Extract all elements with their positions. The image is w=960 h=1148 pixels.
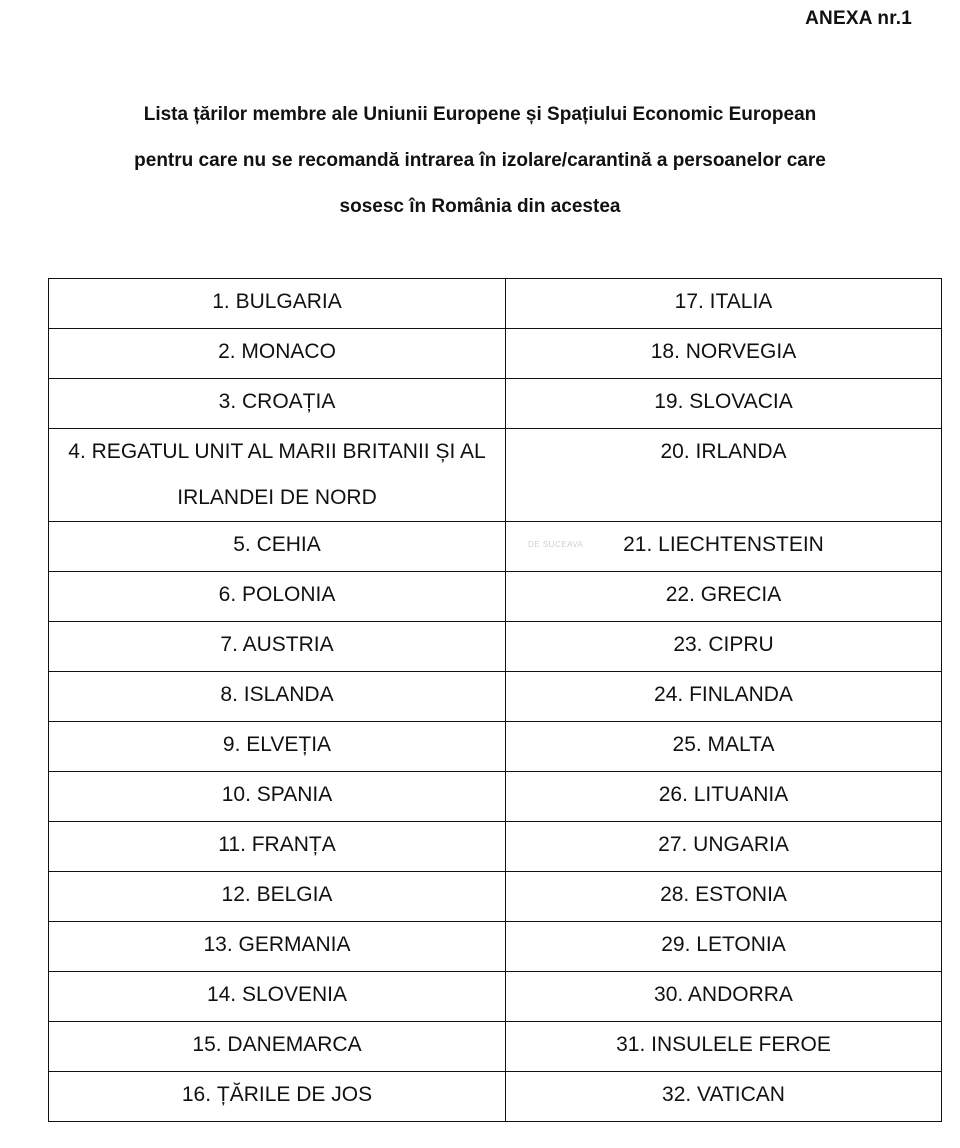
title-line-1: Lista țărilor membre ale Uniunii Europene și Spațiului Economic European	[143, 104, 817, 125]
countries-table	[48, 278, 942, 1122]
title-line-3: sosesc în România din acestea	[339, 196, 621, 217]
country-cell: 11. FRANȚA	[49, 822, 506, 872]
table-row	[49, 572, 942, 622]
country-cell: 25. MALTA	[506, 722, 942, 772]
country-cell: 6. POLONIA	[49, 572, 506, 622]
country-cell: 26. LITUANIA	[506, 772, 942, 822]
country-cell: 22. GRECIA	[506, 572, 942, 622]
country-cell: 1. BULGARIA	[49, 279, 506, 329]
country-cell: 2. MONACO	[49, 329, 506, 379]
table-row	[49, 872, 942, 922]
country-cell: 8. ISLANDA	[49, 672, 506, 722]
table-row	[49, 522, 942, 572]
table-row	[49, 972, 942, 1022]
country-cell: 32. VATICAN	[506, 1072, 942, 1122]
country-cell: 28. ESTONIA	[506, 872, 942, 922]
country-cell: 19. SLOVACIA	[506, 379, 942, 429]
country-cell: 16. ȚĂRILE DE JOS	[49, 1072, 506, 1122]
document-title	[60, 92, 900, 230]
watermark: DE SUCEAVA	[528, 540, 584, 549]
country-cell: 14. SLOVENIA	[49, 972, 506, 1022]
country-cell: 15. DANEMARCA	[49, 1022, 506, 1072]
country-cell: 18. NORVEGIA	[506, 329, 942, 379]
country-cell: 29. LETONIA	[506, 922, 942, 972]
country-cell: 23. CIPRU	[506, 622, 942, 672]
country-cell: 13. GERMANIA	[49, 922, 506, 972]
country-cell: 31. INSULELE FEROE	[506, 1022, 942, 1072]
country-cell: 27. UNGARIA	[506, 822, 942, 872]
country-cell: 3. CROAȚIA	[49, 379, 506, 429]
table-row	[49, 772, 942, 822]
annex-label: ANEXA nr.1	[805, 8, 912, 29]
table-row	[49, 622, 942, 672]
table-row	[49, 822, 942, 872]
country-cell: 12. BELGIA	[49, 872, 506, 922]
country-cell: 7. AUSTRIA	[49, 622, 506, 672]
table-row	[49, 329, 942, 379]
table-row	[49, 672, 942, 722]
country-cell: 24. FINLANDA	[506, 672, 942, 722]
country-cell: 9. ELVEȚIA	[49, 722, 506, 772]
title-line-2: pentru care nu se recomandă intrarea în izolare/carantină a persoanelor care	[134, 150, 826, 171]
table-row	[49, 279, 942, 329]
country-cell: 4. REGATUL UNIT AL MARII BRITANII ȘI AL IRLANDEI DE NORD	[49, 429, 506, 522]
country-cell: 17. ITALIA	[506, 279, 942, 329]
country-cell: 30. ANDORRA	[506, 972, 942, 1022]
table-row	[49, 1072, 942, 1122]
table-row	[49, 429, 942, 522]
table-row	[49, 722, 942, 772]
table-row	[49, 379, 942, 429]
table-row	[49, 922, 942, 972]
table-row	[49, 1022, 942, 1072]
country-cell: 10. SPANIA	[49, 772, 506, 822]
country-cell: 20. IRLANDA	[506, 429, 942, 522]
country-cell: 5. CEHIA	[49, 522, 506, 572]
country-cell: 21. LIECHTENSTEIN	[506, 522, 942, 572]
